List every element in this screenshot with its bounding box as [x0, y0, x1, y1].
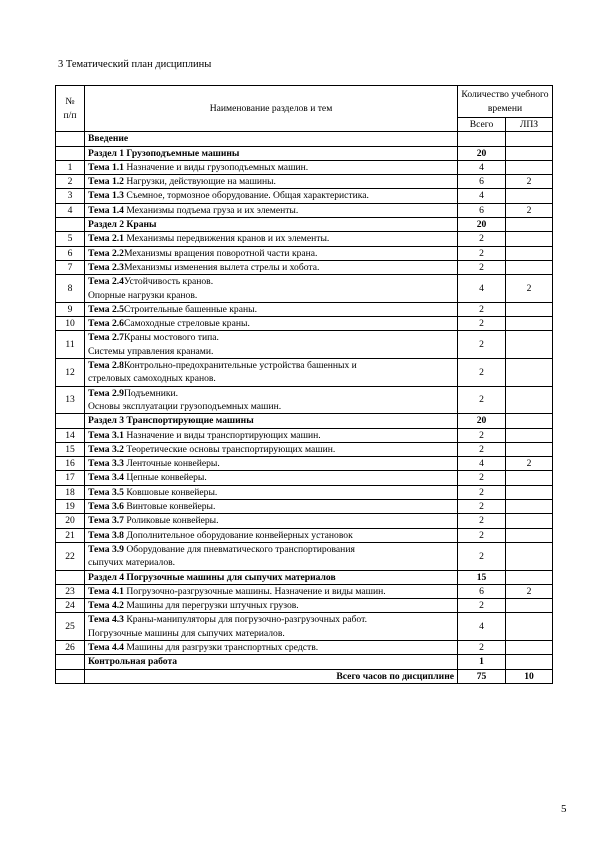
topic-text: Краны-манипуляторы для погрузочно-разгрузочных работ. — [123, 614, 367, 626]
topic-title — [85, 442, 458, 456]
topic-text: Подъемники. — [123, 387, 179, 399]
row-lpz-hours — [506, 246, 553, 260]
topic-prefix: Тема 3.2 — [88, 443, 124, 455]
topic-title — [85, 528, 458, 542]
row-lpz-hours — [506, 386, 553, 414]
row-total-hours: 2 — [458, 428, 506, 442]
total-hours: 75 — [458, 669, 506, 683]
row-number: 6 — [56, 246, 85, 260]
row-lpz-hours: 2 — [506, 275, 553, 303]
table-row — [56, 485, 553, 499]
row-number: 15 — [56, 442, 85, 456]
page-number: 5 — [561, 803, 567, 815]
topic-text: Краны мостового типа. — [123, 332, 219, 344]
row-total-hours: 2 — [458, 359, 506, 387]
row-number: 10 — [56, 317, 85, 331]
row-number: 24 — [56, 599, 85, 613]
topic-prefix: Тема 2.1 — [88, 233, 124, 245]
topic-prefix: Тема 2.6 — [88, 318, 124, 330]
topic-text: Роликовые конвейеры. — [123, 515, 219, 527]
table-row — [56, 359, 553, 387]
row-number — [56, 146, 85, 160]
topic-prefix: Тема 4.4 — [88, 641, 124, 653]
topic-title — [85, 275, 458, 303]
table-row — [56, 175, 553, 189]
topic-prefix: Тема 1.2 — [88, 176, 124, 188]
row-total-hours: 2 — [458, 386, 506, 414]
topic-text-line2: сыпучих материалов. — [88, 557, 176, 569]
row-lpz-hours — [506, 613, 553, 641]
topic-text-line2: Погрузочные машины для сыпучих материалов. — [88, 627, 285, 639]
row-number — [56, 570, 85, 584]
section-row — [56, 570, 553, 584]
row-total-hours: 4 — [458, 160, 506, 174]
section-heading: 3 Тематический план дисциплины — [58, 59, 212, 70]
topic-prefix: Тема 1.1 — [88, 161, 124, 173]
topic-text-line2: стреловых самоходных кранов. — [88, 373, 216, 385]
header-quantity: Количество учебного времени — [458, 86, 553, 118]
topic-prefix: Тема 2.7 — [88, 332, 124, 344]
topic-title — [85, 599, 458, 613]
row-number: 7 — [56, 260, 85, 274]
row-number: 1 — [56, 160, 85, 174]
topic-prefix: Тема 2.8 — [88, 360, 124, 372]
topic-title — [85, 500, 458, 514]
row-number: 22 — [56, 542, 85, 570]
row-lpz-hours — [506, 599, 553, 613]
table-row — [56, 246, 553, 260]
topic-title — [85, 471, 458, 485]
row-number: 9 — [56, 302, 85, 316]
topic-text: Дополнительное оборудование конвейерных установок — [123, 529, 353, 541]
row-total-hours: 2 — [458, 442, 506, 456]
topic-title — [85, 457, 458, 471]
row-number: 4 — [56, 203, 85, 217]
table-row — [56, 514, 553, 528]
topic-text: Погрузочно-разгрузочные машины. Назначение и виды машин. — [123, 585, 386, 597]
row-total-hours: 4 — [458, 189, 506, 203]
topic-text: Назначение и виды грузоподъемных машин. — [123, 161, 309, 173]
row-total-hours: 6 — [458, 203, 506, 217]
table-row — [56, 528, 553, 542]
row-lpz-hours — [506, 302, 553, 316]
topic-title — [85, 317, 458, 331]
thematic-plan-table — [55, 85, 553, 684]
section-row — [56, 146, 553, 160]
row-total-hours — [458, 132, 506, 146]
topic-title — [85, 542, 458, 570]
topic-title — [85, 260, 458, 274]
row-total-hours: 6 — [458, 175, 506, 189]
header-number-label: № п/п — [63, 96, 77, 121]
row-number: 3 — [56, 189, 85, 203]
row-total-hours: 2 — [458, 599, 506, 613]
section-title — [85, 132, 458, 146]
row-number: 11 — [56, 331, 85, 359]
row-total-hours: 2 — [458, 528, 506, 542]
section-title — [85, 570, 458, 584]
topic-prefix: Тема 3.1 — [88, 429, 124, 441]
table-row — [56, 613, 553, 641]
row-lpz-hours: 2 — [506, 457, 553, 471]
row-number: 16 — [56, 457, 85, 471]
row-number: 21 — [56, 528, 85, 542]
table-row — [56, 542, 553, 570]
row-number: 2 — [56, 175, 85, 189]
section-row — [56, 132, 553, 146]
row-lpz-hours — [506, 442, 553, 456]
section-row — [56, 655, 553, 669]
topic-text: Механизмы передвижения кранов и их элементы. — [123, 233, 330, 245]
topic-text: Механизмы изменения вылета стрелы и хобота. — [123, 261, 320, 273]
topic-title — [85, 359, 458, 387]
topic-text: Ковшовые конвейеры. — [123, 486, 218, 498]
row-total-hours: 2 — [458, 500, 506, 514]
section-row — [56, 218, 553, 232]
topic-prefix: Тема 3.7 — [88, 515, 124, 527]
total-row-num — [56, 669, 85, 683]
total-label: Всего часов по дисциплине — [85, 669, 458, 683]
topic-title — [85, 246, 458, 260]
topic-prefix: Тема 2.2 — [88, 247, 124, 259]
table-row — [56, 203, 553, 217]
row-number: 17 — [56, 471, 85, 485]
topic-title — [85, 386, 458, 414]
topic-text-line2: Опорные нагрузки кранов. — [88, 289, 198, 301]
topic-title — [85, 175, 458, 189]
row-lpz-hours — [506, 655, 553, 669]
topic-text: Контрольная работа — [88, 656, 178, 668]
row-lpz-hours — [506, 317, 553, 331]
row-lpz-hours — [506, 528, 553, 542]
row-number: 19 — [56, 500, 85, 514]
topic-title — [85, 160, 458, 174]
topic-text: Раздел 4 Погрузочные машины для сыпучих материалов — [88, 571, 336, 583]
row-number — [56, 414, 85, 428]
topic-text: Раздел 2 Краны — [88, 219, 157, 231]
row-number: 25 — [56, 613, 85, 641]
topic-text: Ленточные конвейеры. — [123, 458, 220, 470]
row-lpz-hours — [506, 132, 553, 146]
row-lpz-hours — [506, 471, 553, 485]
topic-prefix: Тема 3.8 — [88, 529, 124, 541]
row-number: 13 — [56, 386, 85, 414]
row-total-hours: 20 — [458, 414, 506, 428]
row-lpz-hours — [506, 542, 553, 570]
topic-title — [85, 203, 458, 217]
header-number — [56, 86, 85, 132]
table-row — [56, 317, 553, 331]
topic-text-line2: Системы управления кранами. — [88, 345, 214, 357]
header-topic-name: Наименование разделов и тем — [85, 86, 458, 132]
row-number — [56, 218, 85, 232]
row-lpz-hours — [506, 640, 553, 654]
table-row — [56, 640, 553, 654]
topic-prefix: Тема 1.4 — [88, 204, 124, 216]
table-body — [56, 132, 553, 669]
total-lpz: 10 — [506, 669, 553, 683]
topic-text: Контрольно-предохранительные устройства башенных и — [123, 360, 357, 372]
topic-text: Машины для перегрузки штучных грузов. — [123, 600, 299, 612]
topic-title — [85, 232, 458, 246]
row-total-hours: 2 — [458, 246, 506, 260]
table-row — [56, 232, 553, 246]
row-lpz-hours — [506, 232, 553, 246]
topic-title — [85, 613, 458, 641]
row-total-hours: 2 — [458, 471, 506, 485]
row-lpz-hours — [506, 414, 553, 428]
table-row — [56, 189, 553, 203]
row-total-hours: 15 — [458, 570, 506, 584]
section-title — [85, 218, 458, 232]
row-total-hours: 2 — [458, 317, 506, 331]
row-lpz-hours — [506, 218, 553, 232]
row-number: 18 — [56, 485, 85, 499]
row-lpz-hours: 2 — [506, 203, 553, 217]
topic-prefix: Тема 2.4 — [88, 276, 124, 288]
topic-text: Оборудование для пневматического транспортирования — [123, 543, 355, 555]
topic-prefix: Тема 4.3 — [88, 614, 124, 626]
topic-prefix: Тема 3.3 — [88, 458, 124, 470]
section-row — [56, 414, 553, 428]
table-row — [56, 331, 553, 359]
table-row — [56, 500, 553, 514]
topic-text: Цепные конвейеры. — [123, 472, 207, 484]
row-total-hours: 2 — [458, 485, 506, 499]
topic-text: Раздел 3 Транспортирующие машины — [88, 415, 254, 427]
table-row — [56, 428, 553, 442]
row-lpz-hours — [506, 146, 553, 160]
topic-prefix: Тема 2.9 — [88, 387, 124, 399]
topic-title — [85, 189, 458, 203]
topic-text: Нагрузки, действующие на машины. — [123, 176, 276, 188]
topic-title — [85, 514, 458, 528]
table-row — [56, 160, 553, 174]
table-row — [56, 260, 553, 274]
row-lpz-hours — [506, 160, 553, 174]
topic-text: Съемное, тормозное оборудование. Общая характеристика. — [123, 190, 369, 202]
row-lpz-hours — [506, 514, 553, 528]
row-lpz-hours: 2 — [506, 584, 553, 598]
row-total-hours: 20 — [458, 218, 506, 232]
topic-prefix: Тема 4.2 — [88, 600, 124, 612]
section-title — [85, 146, 458, 160]
topic-prefix: Тема 3.5 — [88, 486, 124, 498]
topic-title — [85, 485, 458, 499]
table-row — [56, 584, 553, 598]
topic-prefix: Тема 1.3 — [88, 190, 124, 202]
topic-prefix: Тема 3.9 — [88, 543, 124, 555]
row-total-hours: 2 — [458, 514, 506, 528]
row-total-hours: 4 — [458, 457, 506, 471]
table-row — [56, 386, 553, 414]
row-lpz-hours — [506, 500, 553, 514]
row-total-hours: 2 — [458, 640, 506, 654]
row-total-hours: 2 — [458, 331, 506, 359]
topic-text: Назначение и виды транспортирующих машин. — [123, 429, 321, 441]
row-total-hours: 2 — [458, 260, 506, 274]
row-number: 12 — [56, 359, 85, 387]
row-number: 20 — [56, 514, 85, 528]
topic-text: Строительные башенные краны. — [123, 303, 257, 315]
topic-text: Винтовые конвейеры. — [123, 501, 216, 513]
topic-text: Раздел 1 Грузоподъемные машины — [88, 147, 240, 159]
topic-title — [85, 302, 458, 316]
topic-text: Введение — [88, 133, 129, 145]
row-number: 5 — [56, 232, 85, 246]
row-number — [56, 655, 85, 669]
row-total-hours: 20 — [458, 146, 506, 160]
topic-text: Механизмы вращения поворотной части крана. — [123, 247, 318, 259]
topic-text-line2: Основы эксплуатации грузоподъемных машин. — [88, 400, 282, 412]
row-total-hours: 4 — [458, 275, 506, 303]
topic-prefix: Тема 2.3 — [88, 261, 124, 273]
section-title — [85, 414, 458, 428]
topic-prefix: Тема 2.5 — [88, 303, 124, 315]
row-lpz-hours — [506, 428, 553, 442]
row-total-hours: 4 — [458, 613, 506, 641]
table-row — [56, 442, 553, 456]
row-total-hours: 1 — [458, 655, 506, 669]
row-lpz-hours — [506, 331, 553, 359]
row-number: 14 — [56, 428, 85, 442]
row-number: 26 — [56, 640, 85, 654]
row-total-hours: 2 — [458, 232, 506, 246]
topic-title — [85, 331, 458, 359]
table-row — [56, 302, 553, 316]
total-row — [56, 669, 553, 683]
topic-title — [85, 584, 458, 598]
topic-text: Машины для разгрузки транспортных средств. — [123, 641, 319, 653]
row-total-hours: 2 — [458, 542, 506, 570]
topic-prefix: Тема 3.6 — [88, 501, 124, 513]
row-lpz-hours — [506, 359, 553, 387]
row-lpz-hours — [506, 260, 553, 274]
topic-title — [85, 640, 458, 654]
header-lpz: ЛПЗ — [506, 118, 553, 132]
section-title — [85, 655, 458, 669]
topic-text: Самоходные стреловые краны. — [123, 318, 250, 330]
table-row — [56, 599, 553, 613]
row-lpz-hours — [506, 189, 553, 203]
row-number: 8 — [56, 275, 85, 303]
header-total: Всего — [458, 118, 506, 132]
row-lpz-hours — [506, 570, 553, 584]
topic-text: Теоретические основы транспортирующих машин. — [123, 443, 336, 455]
topic-text: Механизмы подъема груза и их элементы. — [123, 204, 299, 216]
row-total-hours: 2 — [458, 302, 506, 316]
row-number: 23 — [56, 584, 85, 598]
table-row — [56, 275, 553, 303]
topic-text: Устойчивость кранов. — [123, 276, 214, 288]
row-total-hours: 6 — [458, 584, 506, 598]
row-number — [56, 132, 85, 146]
table-row — [56, 471, 553, 485]
topic-prefix: Тема 3.4 — [88, 472, 124, 484]
row-lpz-hours: 2 — [506, 175, 553, 189]
topic-prefix: Тема 4.1 — [88, 585, 124, 597]
topic-title — [85, 428, 458, 442]
table-row — [56, 457, 553, 471]
row-lpz-hours — [506, 485, 553, 499]
